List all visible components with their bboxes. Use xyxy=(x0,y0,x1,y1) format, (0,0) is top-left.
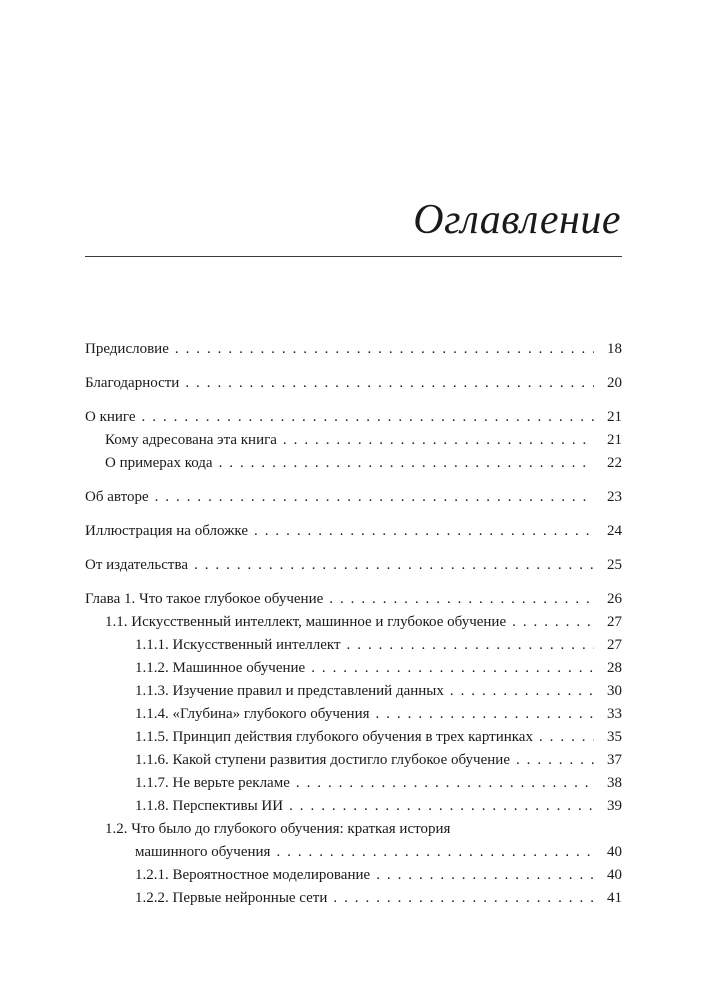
toc-entry-label: О книге xyxy=(85,406,138,429)
toc-page-number: 39 xyxy=(594,795,622,818)
toc-entry-1-1-8[interactable] xyxy=(85,795,622,818)
toc-entry-1-2-1[interactable] xyxy=(85,864,622,887)
toc-entry-label: 1.1.4. «Глубина» глубокого обучения xyxy=(135,703,372,726)
toc-entry-code-examples[interactable] xyxy=(85,452,622,475)
toc-entry-1-2-2[interactable] xyxy=(85,887,622,910)
leader-dots xyxy=(272,841,594,864)
toc-entry-label: 1.1. Искусственный интеллект, машинное и глубокое обучение xyxy=(105,611,508,634)
leader-dots xyxy=(151,486,594,509)
toc-entry-preface[interactable] xyxy=(85,338,622,361)
toc-page-number: 37 xyxy=(594,749,622,772)
toc-entry-label-line1: 1.2. Что было до глубокого обучения: краткая история xyxy=(105,821,451,837)
toc-page-number: 21 xyxy=(594,406,622,429)
leader-dots xyxy=(325,588,594,611)
toc-page-number: 18 xyxy=(594,338,622,361)
leader-dots xyxy=(307,657,594,680)
toc-entry-label: Благодарности xyxy=(85,372,181,395)
toc-entry-label: Об авторе xyxy=(85,486,151,509)
leader-dots xyxy=(250,520,594,543)
leader-dots xyxy=(215,452,594,475)
toc-entry-1-1-5[interactable] xyxy=(85,726,622,749)
toc-entry-label: 1.1.8. Перспективы ИИ xyxy=(135,795,285,818)
toc-page-number: 26 xyxy=(594,588,622,611)
toc-page-number: 21 xyxy=(594,429,622,452)
leader-dots xyxy=(138,406,594,429)
toc-entry-label: Глава 1. Что такое глубокое обучение xyxy=(85,588,325,611)
toc-page-number: 25 xyxy=(594,554,622,577)
toc-page-number: 23 xyxy=(594,486,622,509)
toc-entry-label: Иллюстрация на обложке xyxy=(85,520,250,543)
toc-entry-label: 1.2.1. Вероятностное моделирование xyxy=(135,864,372,887)
toc-page-number: 22 xyxy=(594,452,622,475)
leader-dots xyxy=(292,772,594,795)
leader-dots xyxy=(372,703,594,726)
leader-dots xyxy=(181,372,594,395)
toc-entry-1-2-continuation xyxy=(85,841,622,864)
toc-entry-1-1-1[interactable] xyxy=(85,634,622,657)
toc-page-number: 33 xyxy=(594,703,622,726)
toc-entry-label: 1.2.2. Первые нейронные сети xyxy=(135,887,329,910)
toc-entry-label: 1.1.7. Не верьте рекламе xyxy=(135,772,292,795)
leader-dots xyxy=(508,611,594,634)
toc-entry-label: Кому адресована эта книга xyxy=(105,429,279,452)
toc-page-number: 40 xyxy=(594,864,622,887)
leader-dots xyxy=(446,680,594,703)
toc-page-number: 28 xyxy=(594,657,622,680)
toc-entry-about-author[interactable] xyxy=(85,486,622,509)
toc-entry-from-publisher[interactable] xyxy=(85,554,622,577)
toc-entry-label-line2: машинного обучения xyxy=(135,841,272,864)
toc-entry-1-1-2[interactable] xyxy=(85,657,622,680)
leader-dots xyxy=(279,429,594,452)
toc-entry-label: 1.1.6. Какой ступени развития достигло глубокое обучение xyxy=(135,749,512,772)
leader-dots xyxy=(285,795,594,818)
table-of-contents xyxy=(85,338,622,910)
leader-dots xyxy=(535,726,594,749)
toc-page-number: 40 xyxy=(594,841,622,864)
toc-entry-label: Предисловие xyxy=(85,338,171,361)
leader-dots xyxy=(343,634,594,657)
toc-entry-label: О примерах кода xyxy=(105,452,215,475)
toc-page-number: 20 xyxy=(594,372,622,395)
toc-entry-label: 1.1.3. Изучение правил и представлений данных xyxy=(135,680,446,703)
toc-page-number: 41 xyxy=(594,887,622,910)
toc-entry-1-1-6[interactable] xyxy=(85,749,622,772)
toc-entry-label: 1.1.2. Машинное обучение xyxy=(135,657,307,680)
toc-page-number: 38 xyxy=(594,772,622,795)
toc-entry-chapter-1[interactable] xyxy=(85,588,622,611)
toc-entry-cover-illustration[interactable] xyxy=(85,520,622,543)
toc-entry-acknowledgements[interactable] xyxy=(85,372,622,395)
toc-page-number: 35 xyxy=(594,726,622,749)
toc-entry-1-1-7[interactable] xyxy=(85,772,622,795)
toc-page-number: 27 xyxy=(594,634,622,657)
toc-entry-audience[interactable] xyxy=(85,429,622,452)
leader-dots xyxy=(329,887,594,910)
toc-entry-1-1-4[interactable] xyxy=(85,703,622,726)
leader-dots xyxy=(171,338,594,361)
toc-page-number: 27 xyxy=(594,611,622,634)
toc-page-number: 30 xyxy=(594,680,622,703)
toc-entry-1-1[interactable] xyxy=(85,611,622,634)
toc-entry-about-book[interactable] xyxy=(85,406,622,429)
toc-entry-1-1-3[interactable] xyxy=(85,680,622,703)
toc-entry-1-2[interactable] xyxy=(85,818,622,864)
page-title: Оглавление xyxy=(413,197,621,243)
toc-entry-label: 1.1.5. Принцип действия глубокого обучения в трех картинках xyxy=(135,726,535,749)
title-divider xyxy=(85,256,622,257)
leader-dots xyxy=(190,554,594,577)
toc-entry-label: 1.1.1. Искусственный интеллект xyxy=(135,634,343,657)
toc-entry-label: От издательства xyxy=(85,554,190,577)
leader-dots xyxy=(512,749,594,772)
leader-dots xyxy=(372,864,594,887)
toc-page-number: 24 xyxy=(594,520,622,543)
